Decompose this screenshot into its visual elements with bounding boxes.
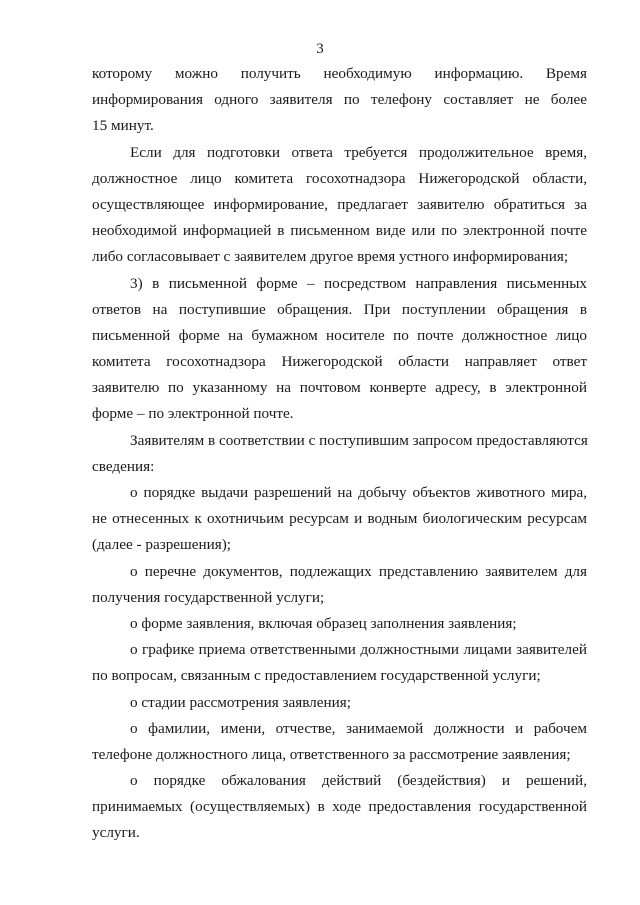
text-line: услуги. bbox=[92, 824, 140, 842]
text-line: о стадии рассмотрения заявления; bbox=[130, 693, 351, 711]
text-line: должностное лицо комитета госохотнадзора Нижегородской области, bbox=[92, 169, 587, 187]
text-line: о порядке выдачи разрешений на добычу объектов животного мира, bbox=[130, 484, 587, 501]
text-line: о порядке обжалования действий (бездействия) и решений, bbox=[130, 772, 587, 790]
text-line: письменной форме на бумажном носителе по почте должностное лицо bbox=[92, 326, 587, 344]
text-line: заявителю по указанному на почтовом конверте адресу, в электронной bbox=[92, 379, 587, 397]
text-line: о фамилии, имени, отчестве, занимаемой должности и рабочем bbox=[130, 719, 587, 737]
text-line: о графике приема ответственными должностными лицами заявителей bbox=[130, 641, 587, 659]
page-number: 3 bbox=[316, 41, 324, 57]
text-line: телефоне должностного лица, ответственного за рассмотрение заявления; bbox=[92, 745, 571, 763]
text-line: ответов на поступившие обращения. При поступлении обращения в bbox=[92, 300, 587, 318]
text-line: которому можно получить необходимую информацию. Время bbox=[92, 65, 587, 82]
text-line: сведения: bbox=[92, 457, 155, 475]
text-line: (далее - разрешения); bbox=[92, 536, 231, 554]
text-line: осуществляющее информирование, предлагает заявителю обратиться за bbox=[92, 195, 587, 213]
text-line: по вопросам, связанным с предоставлением государственной услуги; bbox=[92, 667, 541, 685]
text-line: принимаемых (осуществляемых) в ходе предоставления государственной bbox=[92, 798, 587, 816]
text-line: 15 минут. bbox=[92, 117, 154, 135]
text-line: получения государственной услуги; bbox=[92, 588, 325, 606]
text-line: о форме заявления, включая образец заполнения заявления; bbox=[130, 614, 517, 632]
text-line: информирования одного заявителя по телефону составляет не более bbox=[92, 91, 587, 109]
text-line: либо согласовывает с заявителем другое время устного информирования; bbox=[92, 248, 569, 266]
text-line: необходимой информацией в письменном виде или по электронной почте bbox=[92, 222, 587, 240]
text-line: не отнесенных к охотничьим ресурсам и водным биологическим ресурсам bbox=[92, 510, 587, 528]
text-line: Заявителям в соответствии с поступившим запросом предоставляются bbox=[130, 431, 588, 449]
text-line: комитета госохотнадзора Нижегородской области направляет ответ bbox=[92, 353, 587, 371]
document-body bbox=[92, 61, 587, 847]
text-line: о перечне документов, подлежащих представлению заявителем для bbox=[130, 562, 587, 580]
text-line: Если для подготовки ответа требуется продолжительное время, bbox=[130, 143, 587, 161]
text-line: форме – по электронной почте. bbox=[92, 405, 294, 423]
text-line: 3) в письменной форме – посредством направления письменных bbox=[130, 274, 587, 292]
